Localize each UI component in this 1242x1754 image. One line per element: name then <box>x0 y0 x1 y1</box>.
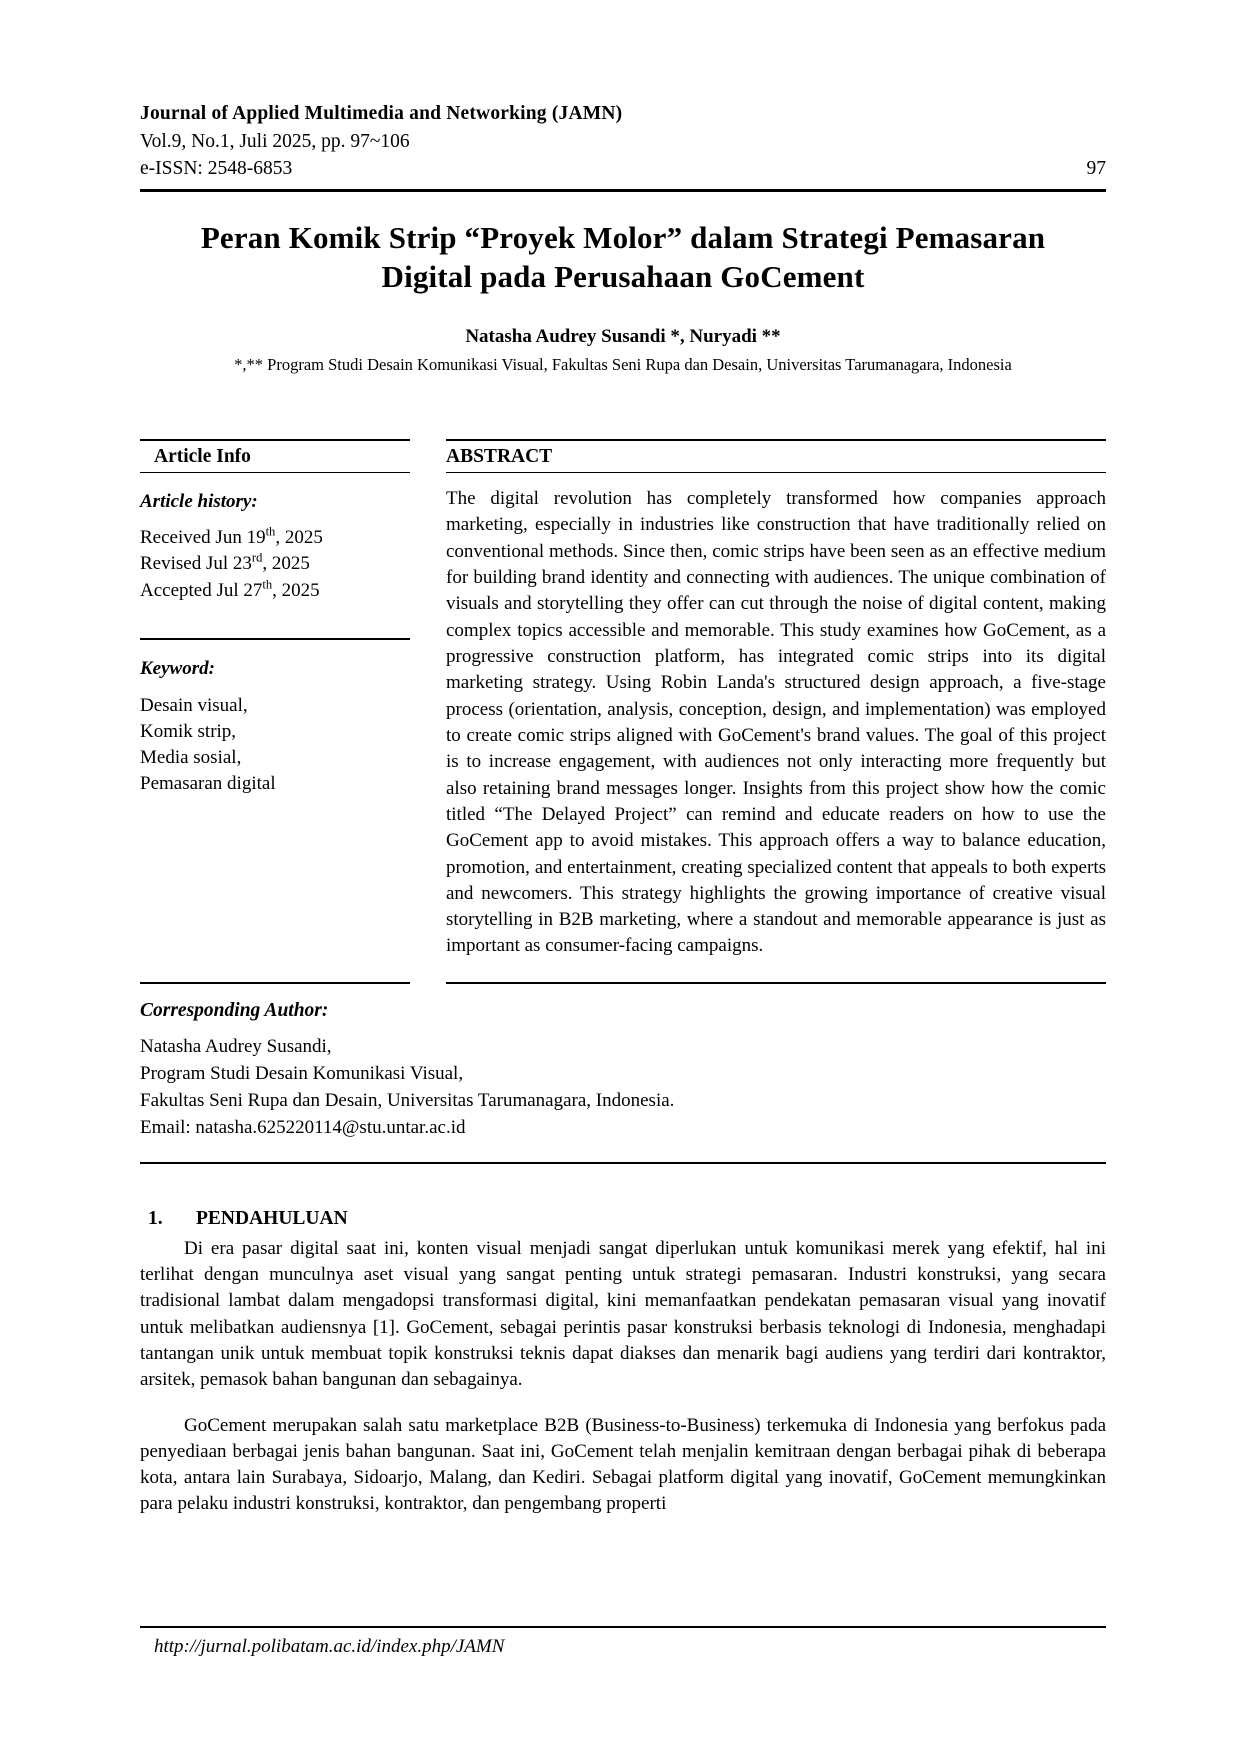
page-number: 97 <box>1086 158 1106 180</box>
history-item-revised: Revised Jul 23rd, 2025 <box>140 551 310 575</box>
section-heading: PENDAHULUAN <box>196 1207 348 1229</box>
keyword-divider <box>140 638 410 640</box>
info-abstract-block <box>140 439 1106 960</box>
body-paragraph: GoCement merupakan salah satu marketplace B2B (Business-to-Business) terkemuka di Indonesia yang berfokus pada penyediaan berbagai jenis bahan bangunan. Saat ini, GoCement telah menjalin kemitraan dengan berbagai pihak di beberapa kota, antara lain Surabaya, Sidoarjo, Malang, dan Kediri. Sebagai platform digital yang inovatif, GoCement memungkinkan para pelaku industri konstruksi, kontraktor, dan pengembang properti <box>140 1414 1106 1515</box>
author-list: Natasha Audrey Susandi *, Nuryadi ** <box>465 326 781 348</box>
corr-rule-left <box>140 982 410 984</box>
history-item-received: Received Jun 19th, 2025 <box>140 524 323 549</box>
masthead <box>140 100 1106 183</box>
corresponding-author-details <box>140 1034 1106 1142</box>
section-number: 1. <box>148 1207 163 1229</box>
article-info-column <box>140 439 410 960</box>
volume-line: Vol.9, No.1, Juli 2025, pp. 97~106 <box>140 130 410 152</box>
corr-line-email: Email: natasha.625220114@stu.untar.ac.id <box>140 1116 466 1138</box>
abstract-top-rule <box>446 439 1106 441</box>
corr-line-faculty: Fakultas Seni Rupa dan Desain, Universitas Tarumanagara, Indonesia. <box>140 1089 675 1111</box>
corresponding-author-bottom-rule <box>140 1162 1106 1164</box>
ordinal-suffix: th <box>265 524 276 539</box>
section-title <box>140 1208 1106 1230</box>
article-info-top-rule <box>140 439 410 441</box>
corresponding-author-heading: Corresponding Author: <box>140 999 329 1021</box>
article-info-heading: Article Info <box>154 446 251 468</box>
abstract-heading: ABSTRACT <box>446 446 553 468</box>
abstract-column <box>446 439 1106 960</box>
ordinal-suffix: th <box>262 577 273 592</box>
keyword-list <box>140 693 410 798</box>
corr-line-name: Natasha Audrey Susandi, <box>140 1035 332 1057</box>
journal-name: Journal of Applied Multimedia and Networking (JAMN) <box>140 103 623 124</box>
keyword-item: Pemasaran digital <box>140 773 276 795</box>
article-history-list <box>140 525 410 604</box>
masthead-divider <box>140 189 1106 192</box>
keyword-item: Komik strip, <box>140 721 237 743</box>
body-paragraph: Di era pasar digital saat ini, konten visual menjadi sangat diperlukan untuk komunikasi merek yang efektif, hal ini terlihat dengan munculnya aset visual yang sangat penting untuk strategi pemasaran. Industri konstruksi, yang secara tradisional lambat dalam mengadopsi transformasi digital, kini memanfaatkan pendekatan pemasaran visual yang inovatif untuk melibatkan audiensnya [1]. GoCement, sebagai perintis pasar konstruksi berbasis teknologi di Indonesia, menghadapi tantangan unik untuk membuat topik konstruksi teknis dapat diakses dan menarik bagi audiens yang terdiri dari kontraktor, arsitek, pemasok bahan bangunan dan sebagainya. <box>140 1237 1106 1391</box>
issn-text: e-ISSN: 2548-6853 <box>140 158 293 180</box>
keyword-item: Desain visual, <box>140 694 248 716</box>
ordinal-suffix: rd <box>251 551 263 566</box>
corr-line-program: Program Studi Desain Komunikasi Visual, <box>140 1062 464 1084</box>
section-pendahuluan <box>140 1208 1106 1518</box>
corr-rule-right <box>446 982 1106 984</box>
article-info-bottom-rule <box>140 472 410 473</box>
keyword-item: Media sosial, <box>140 747 242 769</box>
issn-row <box>140 155 1106 183</box>
abstract-text: The digital revolution has completely transformed how companies approach marketing, especially in industries like construction that have traditionally relied on conventional methods. Since then, comic strips have been seen as an effective medium for building brand identity and connecting with audiences. The unique combination of visuals and storytelling they offer can cut through the noise of digital content, making complex topics accessible and memorable. This study examines how GoCement, as a progressive construction platform, has integrated comic strips into its digital marketing strategy. Using Robin Landa's structured design approach, a five-stage process (orientation, analysis, conception, design, and implementation) was employed to create comic strips aligned with GoCement's brand values. The goal of this project is to increase engagement, with audiences not only interacting more frequently but also retaining brand messages longer. Insights from this project show how the comic titled “The Delayed Project” can remind and educate readers on how to use the GoCement app to avoid mistakes. This approach offers a way to balance education, promotion, and entertainment, creating specialized content that appeals to both experts and newcomers. This strategy highlights the growing importance of creative visual storytelling in B2B marketing, where a standout and memorable appearance is just as important as consumer-facing campaigns. <box>446 488 1106 957</box>
footer-url: http://jurnal.polibatam.ac.id/index.php/JAMN <box>154 1636 505 1657</box>
corresponding-author-top-rules <box>140 982 1106 984</box>
abstract-bottom-rule <box>446 472 1106 473</box>
footer-divider <box>140 1626 1106 1628</box>
page-footer <box>140 1626 1106 1658</box>
history-item-accepted: Accepted Jul 27th, 2025 <box>140 577 320 601</box>
affiliation: *,** Program Studi Desain Komunikasi Visual, Fakultas Seni Rupa dan Desain, Universitas Tarumanagara, Indonesia <box>234 355 1012 375</box>
page-title: Peran Komik Strip “Proyek Molor” dalam Strategi Pemasaran Digital pada Perusahaan GoCement <box>200 220 1046 295</box>
keyword-heading: Keyword: <box>140 657 215 679</box>
article-history-heading: Article history: <box>140 491 258 513</box>
